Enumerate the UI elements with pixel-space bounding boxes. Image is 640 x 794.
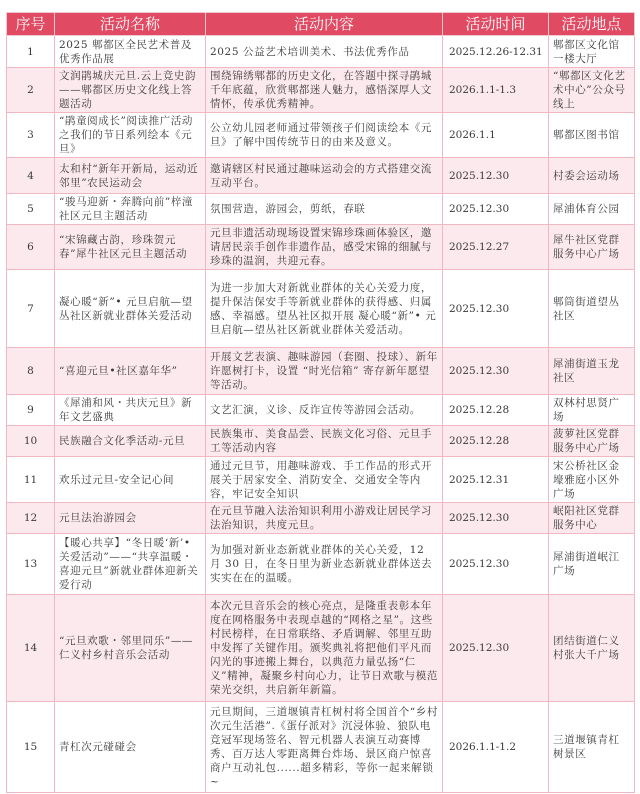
cell-no: 8 [7,348,55,395]
cell-content: 民族集市、美食品尝、民族文化习俗、元旦手工等活动内容 [206,426,443,457]
cell-content: 开展文艺表演、趣味游园（套圈、投球）、新年许愿树打卡，设置 “时光信箱” 寄存新年愿望等活动。 [206,348,443,395]
table-row [7,225,635,270]
cell-time: 2025.12.28 [443,426,549,457]
table-body [7,36,635,793]
cell-no: 7 [7,270,55,348]
cell-time: 2025.12.30 [443,194,549,225]
table-row [7,194,635,225]
cell-content: 本次元旦音乐会的核心亮点，是隆重表彰本年度在网格服务中表现卓越的“网格之星”。这些村民榜样，在日常联络、矛盾调解、邻里互助中发挥了关键作用。颁奖典礼将把他们平凡而闪光的事迹搬上舞台，以典范力量弘扬“仁义”精神，凝聚乡村向心力，让节日欢歌与模范荣光交织，共启新年新篇。 [206,595,443,702]
cell-place: 犀浦街道岷江广场 [549,534,635,595]
table-row [7,68,635,113]
cell-no: 4 [7,158,55,194]
cell-time: 2025.12.31 [443,457,549,503]
table-row [7,595,635,702]
cell-place: 郫筒街道望丛社区 [549,270,635,348]
cell-content: 氛围营造，游园会，剪纸，春联 [206,194,443,225]
cell-no: 14 [7,595,55,702]
cell-content: 在元旦节融入法治知识利用小游戏让居民学习法治知识，共度元旦。 [206,503,443,534]
cell-time: 2025.12.30 [443,534,549,595]
cell-no: 10 [7,426,55,457]
cell-no: 3 [7,113,55,158]
cell-no: 11 [7,457,55,503]
table-row [7,348,635,395]
cell-time: 2025.12.30 [443,503,549,534]
cell-no: 12 [7,503,55,534]
cell-name: 欢乐过元旦-安全记心间 [55,457,206,503]
cell-content: 文艺汇演，义诊、反诈宣传等游园会活动。 [206,395,443,426]
cell-place: 岷阳社区党群服务中心 [549,503,635,534]
cell-place: 郫都区图书馆 [549,113,635,158]
cell-name: “宋锦藏古韵，珍珠贺元春”犀牛社区元旦主题活动 [55,225,206,270]
cell-name: 元旦法治游园会 [55,503,206,534]
table-row [7,36,635,68]
cell-place: 宋公桥社区金壕雅庭小区外广场 [549,457,635,503]
cell-time: 2025.12.30 [443,348,549,395]
cell-time: 2025.12.28 [443,395,549,426]
cell-place: 团结街道仁义村张大千广场 [549,595,635,702]
cell-no: 1 [7,36,55,68]
events-table [6,12,635,793]
table-row [7,426,635,457]
table-row [7,702,635,793]
table-row [7,503,635,534]
cell-content: 公立幼儿园老师通过带领孩子们阅读绘本《元旦》了解中国传统节日的由来及意义。 [206,113,443,158]
header-place: 活动地点 [549,13,635,36]
table-row [7,270,635,348]
cell-place: 犀浦街道玉龙社区 [549,348,635,395]
cell-no: 5 [7,194,55,225]
cell-place: 三道堰镇青杠树景区 [549,702,635,793]
header-content: 活动内容 [206,13,443,36]
cell-content: 邀请辖区村民通过趣味运动会的方式搭建交流互动平台。 [206,158,443,194]
cell-place: 郫都区文化馆一楼大厅 [549,36,635,68]
cell-place: 村委会运动场 [549,158,635,194]
cell-name: 民族融合文化季活动-元旦 [55,426,206,457]
cell-name: 太和村“新年开新局，运动近邻里”农民运动会 [55,158,206,194]
cell-content: 通过元旦节，用趣味游戏、手工作品的形式开展关于居家安全、消防安全、交通安全等内容，牢记安全知识 [206,457,443,503]
cell-time: 2025.12.26-12.31 [443,36,549,68]
cell-time: 2025.12.27 [443,225,549,270]
cell-place: 双林村思贤广场 [549,395,635,426]
cell-place: 菠萝社区党群服务中心广场 [549,426,635,457]
cell-name: 文润鹃城庆元旦.云上竞史韵——郫都区历史文化线上答题活动 [55,68,206,113]
cell-time: 2025.12.30 [443,270,549,348]
cell-time: 2026.1.1-1.2 [443,702,549,793]
cell-content: 元旦非遗活动现场设置宋锦珍珠画体验区，邀请居民亲手创作非遗作品，感受宋锦的细腻与珍珠的温润，共迎元春。 [206,225,443,270]
header-no: 序号 [7,13,55,36]
cell-no: 15 [7,702,55,793]
cell-name: 青杠次元碰碰会 [55,702,206,793]
cell-time: 2026.1.1 [443,113,549,158]
table-row [7,113,635,158]
cell-content: 2025 公益艺术培训美术、书法优秀作品 [206,36,443,68]
cell-content: 元旦期间，三道堰镇青杠树村将全国首个“乡村次元生活港”.《蛋仔派对》沉浸体验、狼队电竞冠军现场签名、智元机器人表演互动赛博秀、百万达人零距离舞台炸场、景区商户惊喜商户互动礼包......超多精彩，等你一起来解锁~ [206,702,443,793]
cell-place: 犀浦体育公园 [549,194,635,225]
cell-time: 2025.12.30 [443,158,549,194]
cell-content: 为加强对新业态新就业群体的关心关爱，12 月 30 日，在冬日里为新业态新就业群体送去实实在在的温暖。 [206,534,443,595]
table-row [7,395,635,426]
table-row [7,158,635,194]
cell-name: 凝心暖“新”• 元旦启航—望丛社区新就业群体关爱活动 [55,270,206,348]
cell-place: “郫都区文化艺术中心”公众号线上 [549,68,635,113]
table-header [7,13,635,36]
cell-no: 13 [7,534,55,595]
header-name: 活动名称 [55,13,206,36]
cell-name: “喜迎元旦•社区嘉年华” [55,348,206,395]
cell-name: “骏马迎新・奔腾向前”梓潼社区元旦主题活动 [55,194,206,225]
cell-content: 为进一步加大对新就业群体的关心关爱力度，提升保洁保安手等新就业群体的获得感、归属感、幸福感。望丛社区拟开展 凝心暖“新”• 元旦启航—望丛社区新就业群体关爱活动。 [206,270,443,348]
table-row [7,457,635,503]
cell-name: 【暖心共享】“冬日暖‘新’•关爱活动”——“共享温暖・喜迎元旦”新就业群体迎新关爱行动 [55,534,206,595]
cell-no: 2 [7,68,55,113]
header-time: 活动时间 [443,13,549,36]
cell-name: 2025 郫都区全民艺术普及优秀作品展 [55,36,206,68]
cell-time: 2025.12.30 [443,595,549,702]
table-row [7,534,635,595]
cell-time: 2026.1.1-1.3 [443,68,549,113]
cell-place: 犀牛社区党群服务中心广场 [549,225,635,270]
cell-name: “元旦欢歌・邻里同乐”——仁义村乡村音乐会活动 [55,595,206,702]
cell-no: 9 [7,395,55,426]
cell-content: 围绕锦绣郫都的历史文化，在答题中探寻鹃城千年底蕴，欣赏郫都迷人魅力，感悟深厚人文情怀，传承优秀精神。 [206,68,443,113]
cell-name: 《犀浦和风・共庆元旦》新年文艺盛典 [55,395,206,426]
cell-no: 6 [7,225,55,270]
cell-name: “鹃童阅成长”阅读推广活动之我们的节日系列绘本《元旦》 [55,113,206,158]
